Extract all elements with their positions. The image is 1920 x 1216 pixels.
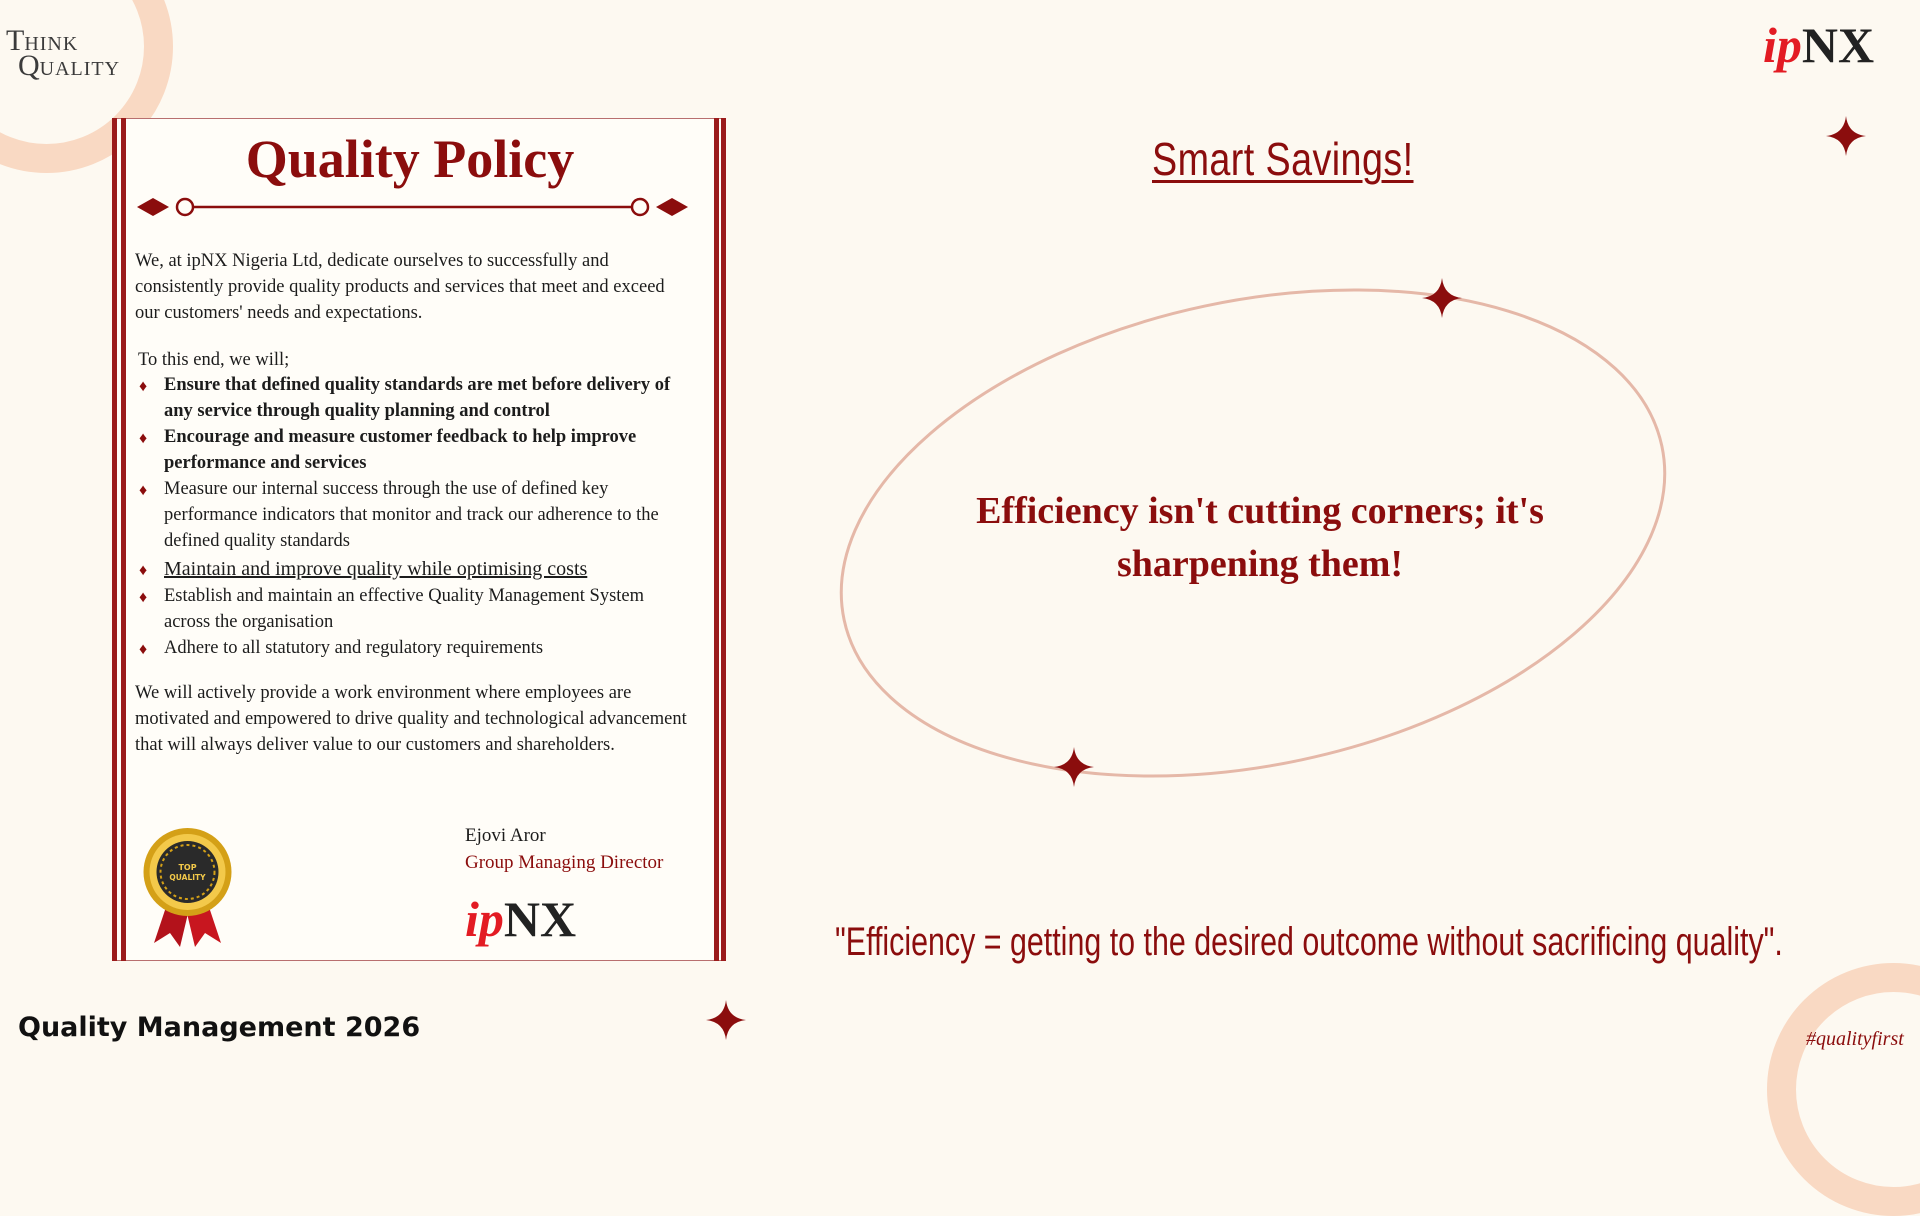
efficiency-definition: "Efficiency = getting to the desired outcome without sacrificing quality". (835, 920, 1783, 964)
ipnx-logo-card: ipNX (465, 891, 577, 947)
diamond-bullet-icon: ♦ (139, 378, 148, 395)
list-item: ♦ Ensure that defined quality standards are met before delivery of any service through quality planning and control (139, 375, 671, 421)
sparkle-star-icon (1422, 278, 1462, 318)
smart-savings-heading: Smart Savings! (1152, 133, 1414, 185)
list-item: ♦ Establish and maintain an effective Quality Management System across the organisation (139, 586, 645, 632)
card-border-line (112, 118, 117, 961)
sparkle-star-icon (706, 1000, 746, 1040)
footer-title: Quality Management 2026 (18, 1012, 421, 1043)
efficiency-quote: Efficiency isn't cutting corners; it's sharpening them! (976, 490, 1544, 585)
top-quality-medal-icon (140, 825, 235, 950)
policy-lead: To this end, we will; (138, 350, 290, 370)
sparkle-star-icon (1826, 116, 1866, 156)
diamond-bullet-icon: ♦ (139, 482, 148, 499)
diamond-bullet-icon: ♦ (139, 641, 148, 658)
ornamental-divider (135, 192, 690, 222)
hashtag: #qualityfirst (1806, 1028, 1904, 1050)
list-item: ♦ Measure our internal success through the use of defined key performance indicators that monitor and track our adherence to the defined quality standards (139, 479, 659, 551)
policy-title: Quality Policy (245, 129, 575, 189)
sparkle-star-icon (1054, 747, 1094, 787)
diamond-bullet-icon: ♦ (139, 589, 148, 606)
card-border-line (721, 118, 726, 961)
corner-ring-bottom-right (1767, 963, 1920, 1216)
think-quality-line1: THINK (6, 24, 79, 57)
diamond-bullet-icon: ♦ (139, 430, 148, 447)
policy-intro: We, at ipNX Nigeria Ltd, dedicate ourselves to successfully and consistently provide quality products and services that meet and exceed our customers' needs and expectations. (135, 251, 665, 323)
diamond-bullet-icon: ♦ (139, 562, 148, 579)
signatory-role: Group Managing Director (465, 852, 664, 873)
list-item: ♦ Encourage and measure customer feedback to help improve performance and services (139, 427, 637, 473)
list-item-highlighted: ♦ Maintain and improve quality while optimising costs (135, 556, 690, 583)
ipnx-logo: ipNX (1763, 17, 1875, 73)
think-quality-logo (6, 24, 121, 82)
signatory-name: Ejovi Aror (465, 825, 546, 846)
list-item: ♦ Adhere to all statutory and regulatory requirements (135, 635, 690, 661)
card-border-line (714, 118, 719, 961)
medal-text-top: TOP (178, 863, 197, 872)
medal-text-quality: QUALITY (169, 873, 206, 882)
card-border-line (121, 118, 126, 961)
think-quality-line2: QUALITY (18, 49, 121, 82)
policy-outro: We will actively provide a work environment where employees are motivated and empowered to drive quality and technological advancement that will always deliver value to our customers and shareholders. (135, 683, 687, 755)
policy-bullets (135, 372, 690, 661)
